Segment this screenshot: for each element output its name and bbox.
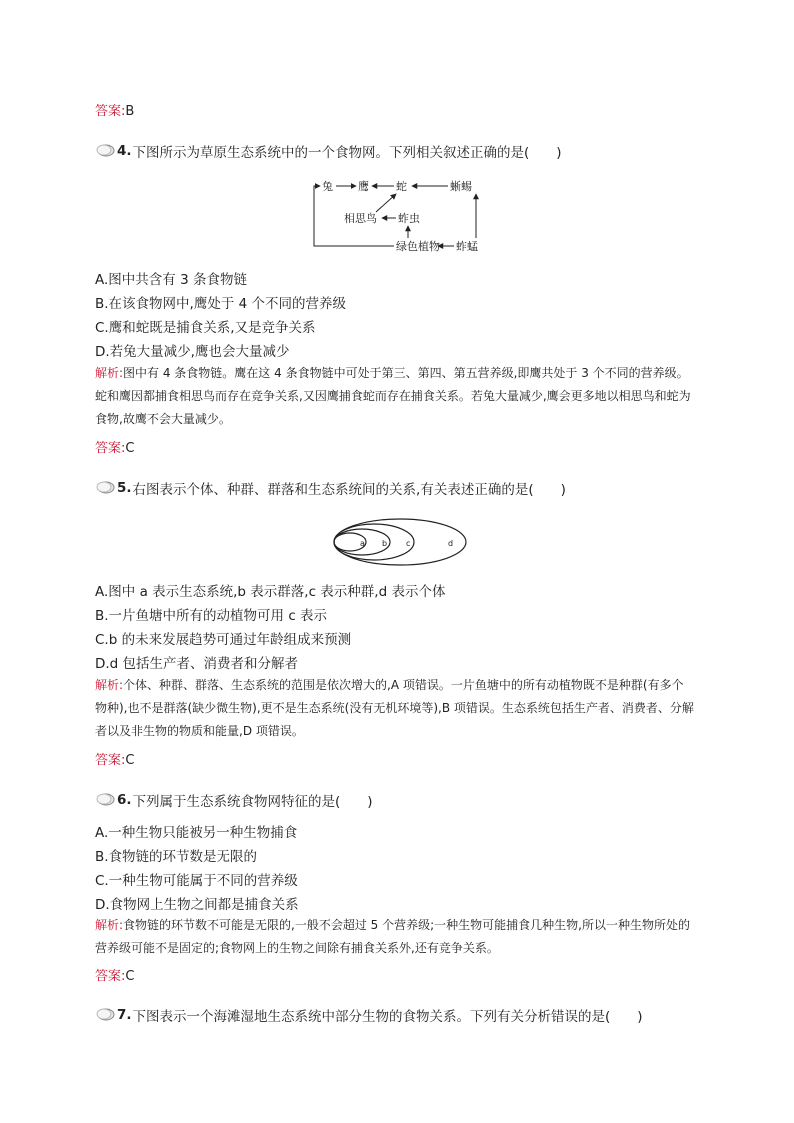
node-insect: 蚱虫 (398, 212, 420, 225)
answer-line (95, 100, 134, 119)
question-number: 5. (117, 480, 132, 496)
option-b: B.在该食物网中,鹰处于 4 个不同的营养级 (95, 296, 347, 312)
answer-line (95, 749, 134, 768)
option-c: C.鹰和蛇既是捕食关系,又是竞争关系 (95, 320, 316, 336)
label-c: c (406, 539, 411, 548)
option-b: B.食物链的环节数是无限的 (95, 849, 258, 865)
option-a: A.图中 a 表示生态系统,b 表示群落,c 表示种群,d 表示个体 (95, 584, 446, 600)
option-c: C.一种生物可能属于不同的营养级 (95, 873, 298, 889)
question-number: 6. (117, 792, 132, 808)
question-5 (95, 478, 566, 498)
explanation-label: 解析: (95, 366, 124, 380)
speech-bubble-icon (95, 481, 115, 495)
answer-label: 答案: (95, 441, 126, 456)
label-d: d (448, 539, 454, 548)
answer-value: C (125, 969, 135, 984)
node-eagle: 鹰 (358, 180, 369, 193)
question-stem: 下图表示一个海滩湿地生态系统中部分生物的食物关系。下列有关分析错误的是( ) (132, 1009, 643, 1025)
answer-line (95, 965, 134, 984)
explanation-text: 食物链的环节数不可能是无限的,一般不会超过 5 个营养级;一种生物可能捕食几种生物,所以一种生物所处的营养级可能不是固定的;食物网上的生物之间除有捕食关系外,还有竞争关系。 (95, 918, 690, 955)
explanation (95, 362, 695, 431)
option-d: D.食物网上生物之间都是捕食关系 (95, 897, 299, 913)
nested-ellipse-diagram (330, 516, 470, 568)
label-b: b (382, 539, 388, 548)
answer-label: 答案: (95, 104, 126, 119)
option-a: A.一种生物只能被另一种生物捕食 (95, 825, 298, 841)
node-plant: 绿色植物 (396, 240, 440, 253)
explanation-text: 个体、种群、群落、生态系统的范围是依次增大的,A 项错误。一片鱼塘中的所有动植物既不是种群(有多个物种),也不是群落(缺少微生物),更不是生态系统(没有无机环境等),B 项错误。生态系统包括生产者、消费者、分解者以及非生物的物质和能量,D 项错误。 (95, 678, 694, 738)
question-stem: 下列属于生态系统食物网特征的是( ) (132, 794, 373, 810)
option-d: D.若兔大量减少,鹰也会大量减少 (95, 344, 290, 360)
node-lizard: 蜥蜴 (450, 180, 472, 193)
answer-label: 答案: (95, 753, 126, 768)
explanation-label: 解析: (95, 678, 124, 692)
explanation (95, 914, 695, 960)
speech-bubble-icon (95, 144, 115, 158)
label-a: a (360, 539, 365, 548)
food-web-diagram (300, 172, 500, 256)
question-stem: 下图所示为草原生态系统中的一个食物网。下列相关叙述正确的是( ) (132, 145, 562, 161)
option-b: B.一片鱼塘中所有的动植物可用 c 表示 (95, 608, 328, 624)
speech-bubble-icon (95, 793, 115, 807)
explanation (95, 674, 695, 743)
answer-value: B (125, 104, 135, 119)
question-4 (95, 141, 562, 161)
answer-label: 答案: (95, 969, 126, 984)
question-stem: 右图表示个体、种群、群落和生态系统间的关系,有关表述正确的是( ) (132, 482, 566, 498)
option-a: A.图中共含有 3 条食物链 (95, 272, 247, 288)
option-c: C.b 的未来发展趋势可通过年龄组成来预测 (95, 632, 352, 648)
question-7 (95, 1005, 643, 1025)
speech-bubble-icon (95, 1008, 115, 1022)
question-number: 7. (117, 1007, 132, 1023)
question-6 (95, 790, 373, 810)
answer-value: C (125, 441, 135, 456)
node-grasshopper: 蚱蜢 (456, 240, 478, 253)
node-snake: 蛇 (396, 180, 407, 193)
answer-value: C (125, 753, 135, 768)
explanation-label: 解析: (95, 918, 124, 932)
explanation-text: 图中有 4 条食物链。鹰在这 4 条食物链中可处于第三、第四、第五营养级,即鹰共处于 3 个不同的营养级。蛇和鹰因都捕食相思鸟而存在竞争关系,又因鹰捕食蛇而存在捕食关系。若兔大量减少,鹰会更多地以相思鸟和蛇为食物,故鹰不会大量减少。 (95, 366, 691, 426)
answer-line (95, 437, 134, 456)
node-rabbit: 兔 (322, 180, 333, 193)
option-d: D.d 包括生产者、消费者和分解者 (95, 656, 299, 672)
node-bird: 相思鸟 (344, 212, 377, 225)
question-number: 4. (117, 143, 132, 159)
